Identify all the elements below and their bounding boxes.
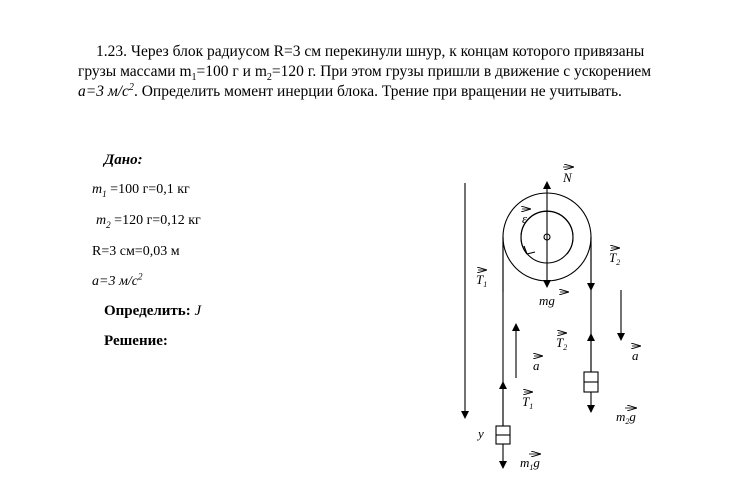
label-m1g: $m_1g$: [520, 455, 540, 472]
problem-number: 1.23.: [96, 43, 127, 60]
solution-label: Решение:: [104, 333, 168, 349]
label-T2-upper: $T_2$: [609, 250, 621, 267]
label-T1-upper: $T_1$: [476, 272, 488, 289]
label-m2g: $m_2g$: [616, 409, 636, 426]
given-R: R=3 см=0,03 м: [92, 244, 180, 259]
label-a-left: a: [533, 358, 540, 373]
label-N: N: [563, 170, 572, 185]
label-mg: mg: [539, 293, 555, 308]
label-y: y: [478, 426, 484, 441]
given-a: a=3 $м/с^2$: [92, 271, 143, 289]
label-epsilon: ε: [522, 211, 528, 226]
problem-line-2: грузы массами $m_1=100$ г и $m_2=120$ г. При этом грузы пришли в движение с ускорением: [78, 63, 652, 84]
problem-line-1: 1.23. Через блок радиусом R=3 см перекинули шнур, к концам которого привязаны: [78, 42, 720, 62]
label-T1-lower: $T_1$: [522, 394, 534, 411]
given-m1: $m_1 =100$ г=0,1 кг: [92, 182, 190, 199]
find-line: Определить: J: [104, 303, 202, 319]
label-a-right: a: [632, 348, 639, 363]
label-T2-lower: $T_2$: [556, 335, 568, 352]
problem-line-3: a=3 $м/с^2$. Определить момент инерции блока. Трение при вращении не учитывать.: [78, 81, 622, 100]
given-m2: $m_2 =120$ г=0,12 кг: [96, 213, 201, 230]
given-title: Дано:: [104, 152, 143, 168]
